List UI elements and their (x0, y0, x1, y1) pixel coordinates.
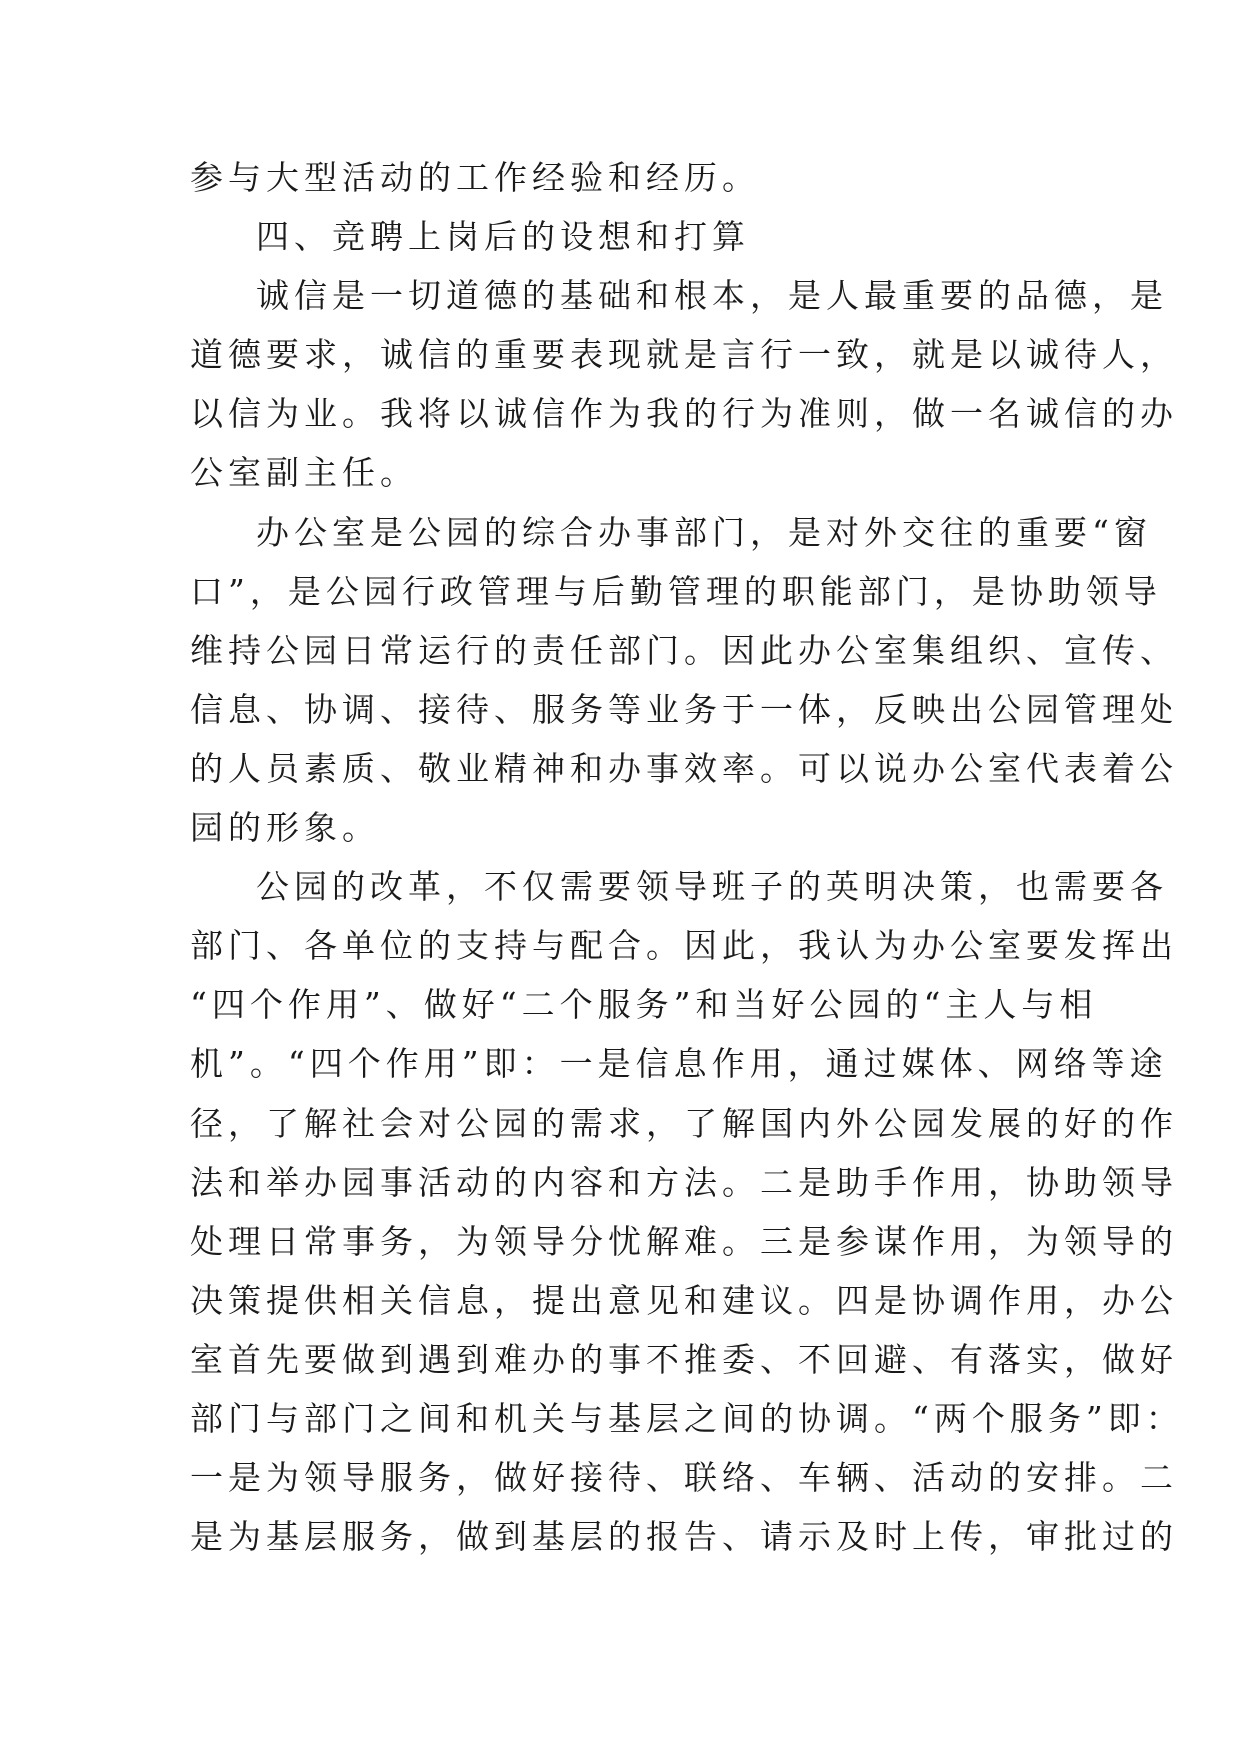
text-line: 公室副主任。 (190, 453, 418, 493)
text-line: 部门与部门之间和机关与基层之间的协调。“两个服务”即： (190, 1398, 1184, 1438)
document-body (190, 148, 1184, 1566)
text-line: 道德要求，诚信的重要表现就是言行一致，就是以诚待人， (190, 335, 1178, 375)
text-line: “四个作用”、做好“二个服务”和当好公园的“主人与相 (190, 985, 1098, 1025)
section-heading: 四、竞聘上岗后的设想和打算 (256, 217, 750, 257)
text-line: 以信为业。我将以诚信作为我的行为准则，做一名诚信的办 (190, 394, 1178, 434)
text-line: 公园的改革，不仅需要领导班子的英明决策，也需要各 (256, 867, 1168, 907)
text-line: 信息、协调、接待、服务等业务于一体，反映出公园管理处 (190, 689, 1178, 729)
text-line: 办公室是公园的综合办事部门，是对外交往的重要“窗 (256, 512, 1152, 552)
text-line: 口”，是公园行政管理与后勤管理的职能部门，是协助领导 (190, 571, 1162, 611)
text-line: 维持公园日常运行的责任部门。因此办公室集组织、宣传、 (190, 630, 1178, 670)
text-line: 园的形象。 (190, 808, 380, 848)
text-line: 径，了解社会对公园的需求，了解国内外公园发展的好的作 (190, 1103, 1178, 1143)
text-line: 机”。“四个作用”即：一是信息作用，通过媒体、网络等途 (190, 1044, 1168, 1084)
text-line: 处理日常事务，为领导分忧解难。三是参谋作用，为领导的 (190, 1221, 1178, 1261)
text-line: 是为基层服务，做到基层的报告、请示及时上传，审批过的 (190, 1517, 1178, 1557)
text-line: 部门、各单位的支持与配合。因此，我认为办公室要发挥出 (190, 926, 1178, 966)
text-line: 决策提供相关信息，提出意见和建议。四是协调作用，办公 (190, 1280, 1178, 1320)
text-line: 法和举办园事活动的内容和方法。二是助手作用，协助领导 (190, 1162, 1178, 1202)
text-line: 参与大型活动的工作经验和经历。 (190, 158, 760, 197)
text-line: 的人员素质、敬业精神和办事效率。可以说办公室代表着公 (190, 748, 1178, 788)
text-line: 室首先要做到遇到难办的事不推委、不回避、有落实，做好 (190, 1339, 1178, 1379)
text-line: 诚信是一切道德的基础和根本，是人最重要的品德，是 (256, 276, 1168, 316)
text-line: 一是为领导服务，做好接待、联络、车辆、活动的安排。二 (190, 1458, 1178, 1498)
